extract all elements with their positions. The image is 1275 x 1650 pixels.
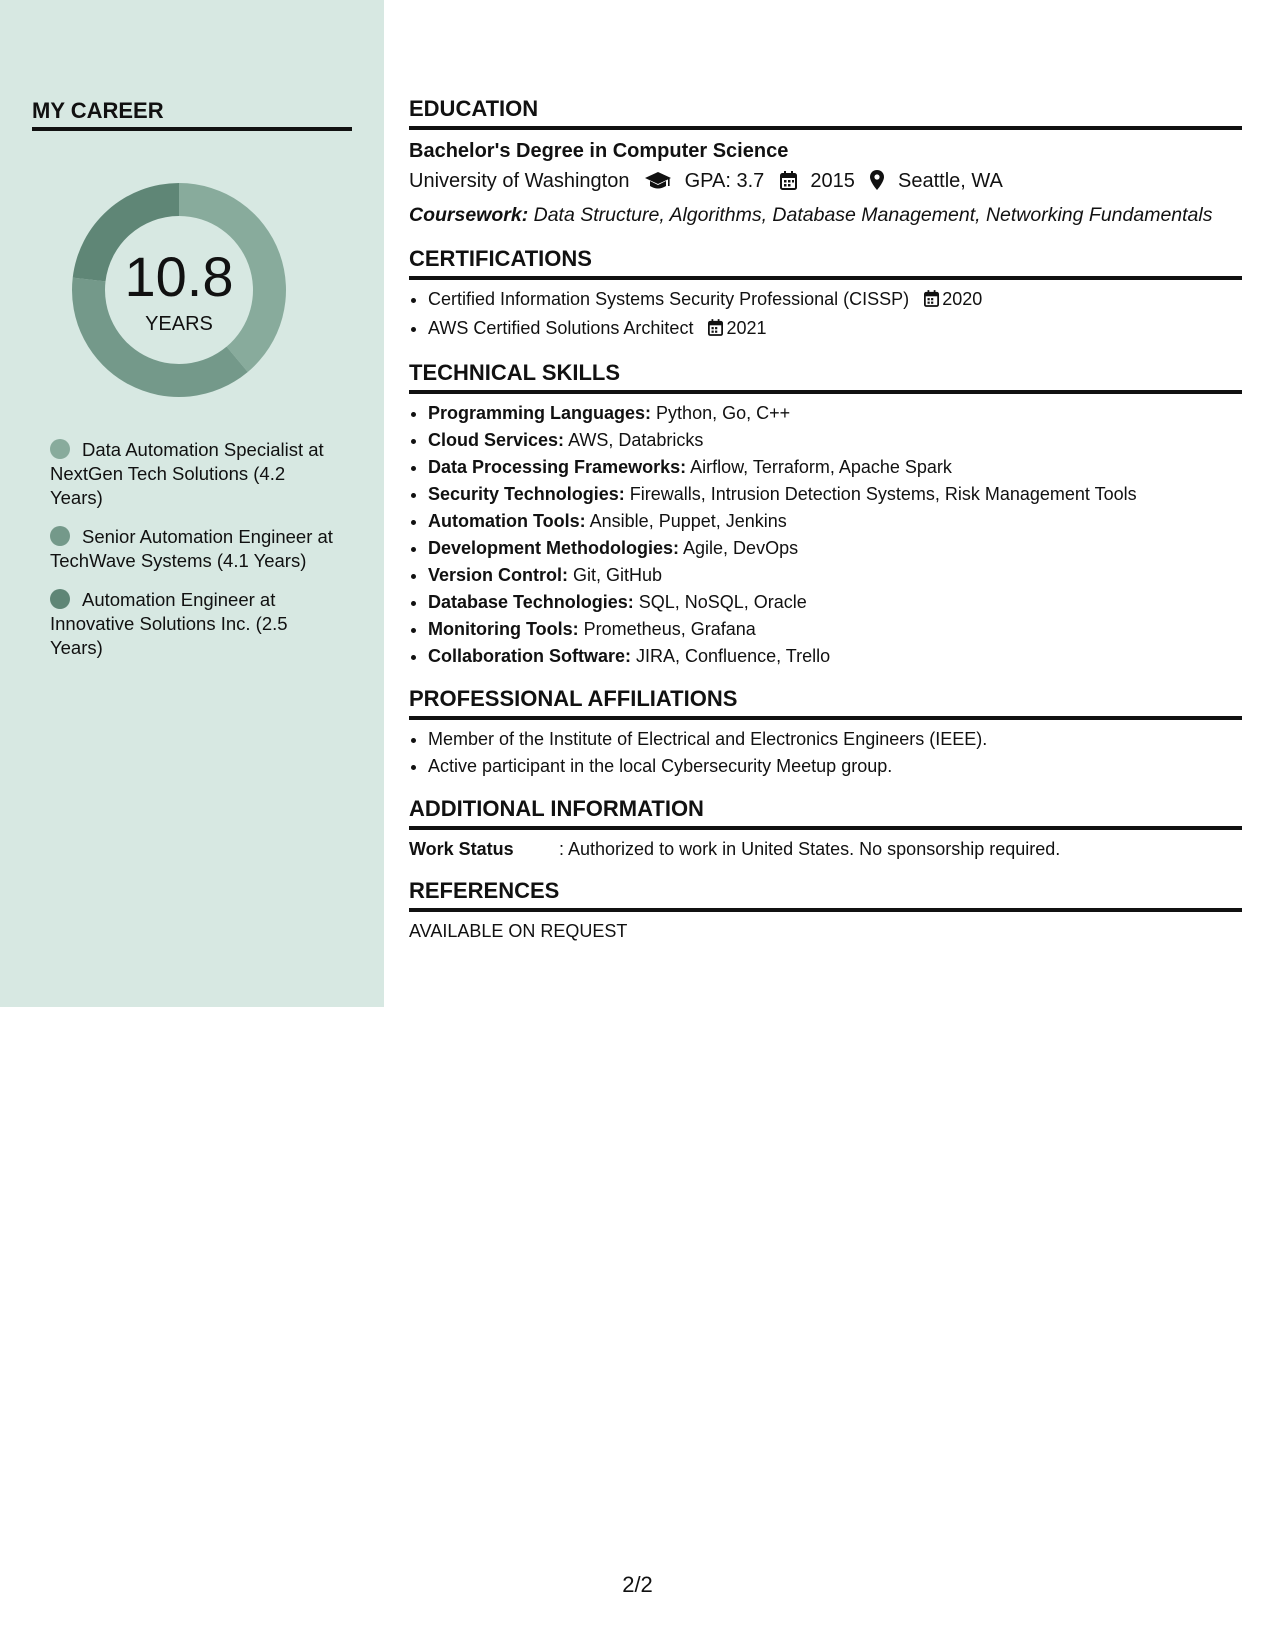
references-section [409,878,1242,944]
education-details [409,166,1242,200]
skills-title: TECHNICAL SKILLS [409,360,1242,394]
list-item [428,535,1242,562]
list-item [428,454,1242,481]
calendar-icon [708,317,723,344]
career-legend [50,438,335,675]
certifications-section [409,246,1242,344]
certification-year: 2021 [726,318,767,338]
skill-label: Cloud Services: [428,430,565,450]
skill-label: Data Processing Frameworks: [428,457,687,477]
legend-item [50,438,335,510]
skill-label: Security Technologies: [428,484,625,504]
list-item [428,481,1242,508]
references-text: AVAILABLE ON REQUEST [409,921,628,941]
map-pin-icon [870,169,884,200]
list-item [428,589,1242,616]
list-item [428,562,1242,589]
list-item [428,643,1242,670]
career-title: MY CAREER [32,98,352,131]
graduation-cap-icon [645,169,671,200]
school-name: University of Washington [409,170,630,192]
calendar-icon [924,288,939,315]
list-item [428,427,1242,454]
work-status-row [409,836,1242,862]
skills-section [409,360,1242,670]
certification-name: AWS Certified Solutions Architect [428,318,694,338]
skill-value: Airflow, Terraform, Apache Spark [690,457,952,477]
total-years-unit: YEARS [145,313,213,335]
coursework [409,200,1242,230]
additional-section [409,796,1242,862]
graduation-year: 2015 [810,170,855,192]
skill-label: Development Methodologies: [428,538,680,558]
list-item: • Active participant in the local Cybersecurity Meetup group. [428,753,1242,780]
affiliations-section [409,686,1242,780]
skill-label: Version Control: [428,565,569,585]
skill-label: Database Technologies: [428,592,634,612]
list-item: • Member of the Institute of Electrical and Electronics Engineers (IEEE). [428,726,1242,753]
skill-label: Programming Languages: [428,403,652,423]
calendar-icon [780,169,797,200]
list-item [428,315,1242,344]
references-title: REFERENCES [409,878,1242,912]
legend-item [50,525,335,573]
legend-label: Automation Engineer at Innovative Solutions Inc. (2.5 Years) [50,589,288,658]
certifications-list [409,286,1242,344]
list-item [428,400,1242,427]
additional-title: ADDITIONAL INFORMATION [409,796,1242,830]
skill-value: Firewalls, Intrusion Detection Systems, Risk Management Tools [629,484,1137,504]
legend-item [50,588,335,660]
coursework-label: Coursework: [409,204,529,226]
degree-name: Bachelor's Degree in Computer Science [409,140,789,162]
skill-label: Automation Tools: [428,511,586,531]
affiliations-list [409,726,1242,780]
main-content [409,96,1242,960]
career-sidebar [0,0,384,1007]
certification-year: 2020 [942,289,983,309]
skill-value: Python, Go, C++ [656,403,791,423]
skill-value: Ansible, Puppet, Jenkins [589,511,787,531]
education-section [409,96,1242,230]
legend-dot [50,526,70,546]
skill-value: Prometheus, Grafana [583,619,756,639]
affiliations-title: PROFESSIONAL AFFILIATIONS [409,686,1242,720]
legend-dot [50,439,70,459]
work-status-value: : Authorized to work in United States. No sponsorship required. [559,839,1061,859]
list-item [428,508,1242,535]
list-item [428,616,1242,643]
donut-center [66,177,292,403]
skills-list [409,400,1242,670]
school-location: Seattle, WA [898,170,1003,192]
total-years-value: 10.8 [124,245,234,308]
legend-label: Senior Automation Engineer at TechWave Systems (4.1 Years) [50,526,333,571]
work-status-label: Work Status [409,839,514,859]
skill-value: JIRA, Confluence, Trello [636,646,831,666]
gpa: GPA: 3.7 [684,170,765,192]
certifications-title: CERTIFICATIONS [409,246,1242,280]
coursework-list: Data Structure, Algorithms, Database Management, Networking Fundamentals [533,204,1213,226]
certification-name: Certified Information Systems Security Professional (CISSP) [428,289,910,309]
skill-label: Collaboration Software: [428,646,632,666]
skill-value: SQL, NoSQL, Oracle [638,592,807,612]
skill-value: Git, GitHub [573,565,663,585]
skill-label: Monitoring Tools: [428,619,579,639]
skill-value: AWS, Databricks [568,430,704,450]
education-title: EDUCATION [409,96,1242,130]
legend-dot [50,589,70,609]
skill-value: Agile, DevOps [683,538,799,558]
list-item [428,286,1242,315]
legend-label: Data Automation Specialist at NextGen Tech Solutions (4.2 Years) [50,439,324,508]
page-number: 2/2 [622,1572,653,1597]
